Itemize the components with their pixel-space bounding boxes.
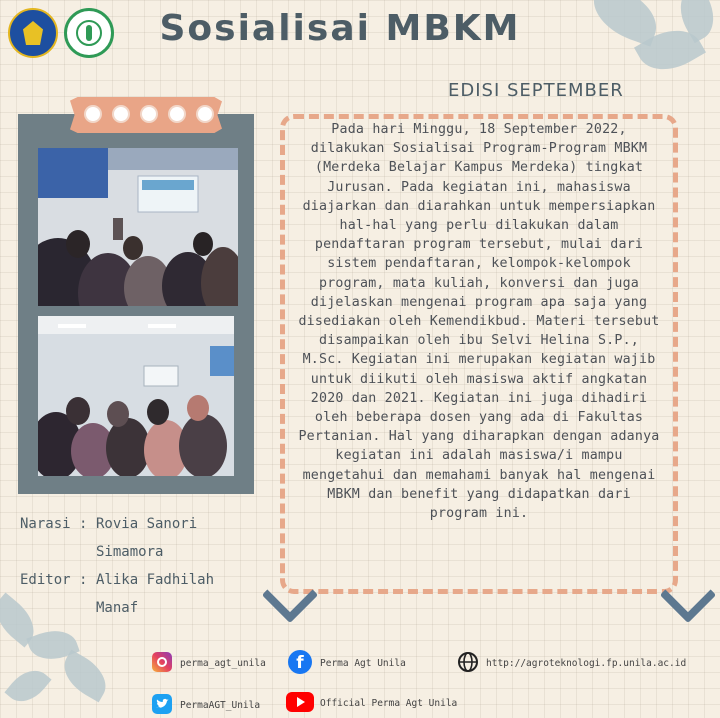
twitter-icon xyxy=(152,694,172,714)
event-photo-2 xyxy=(38,316,234,476)
leaf-decoration xyxy=(55,650,114,703)
page-title: Sosialisai MBKM xyxy=(159,8,521,49)
editor-name: Alika Fadhilah xyxy=(96,572,215,588)
facebook-icon: f xyxy=(288,650,312,674)
article-text: Pada hari Minggu, 18 September 2022, dilakukan Sosialisai Program-Program MBKM (Merdeka Belajar Kampus Merdeka) tingkat Jurusan. Pada kegiatan ini, mahasiswa diajarkan dan diarahkan untuk mempersiapkan hal-hal yang perlu dilakukan dalam pendaftaran program tersebut, mulai dari sistem pendaftaran, kelompok-kelompok program, mata kuliah, konversi dan juga dijelaskan mengenai program apa saja yang disediakan oleh Kemendikbud. Materi tersebut disampaikan oleh ibu Selvi Helina S.P., M.Sc. Kegiatan ini merupakan kegiatan wajib untuk diikuti oleh masiswa aktif angkatan 2020 dan 2021. Kegiatan ini juga dihadiri oleh beberapa dosen yang ada di Fakultas Pertanian. Hal yang diharapkan dengan adanya kegiatan ini adalah masiswa/i mampu mengetahui dan memahami banyak hal mengenai MBKM dan benefit yang didapatkan dari program ini. xyxy=(298,122,660,522)
leaf-decoration xyxy=(4,662,51,711)
twitter-handle[interactable]: PermaAGT_Unila xyxy=(180,700,261,711)
instagram-icon xyxy=(152,652,172,672)
edition-label: EDISI SEPTEMBER xyxy=(448,80,624,101)
editor-label: Editor : xyxy=(20,572,88,588)
youtube-icon xyxy=(286,692,314,712)
tape-decoration xyxy=(70,97,222,133)
globe-icon xyxy=(458,652,478,672)
event-photo-1 xyxy=(38,148,238,306)
facebook-handle[interactable]: Perma Agt Unila xyxy=(320,658,406,669)
website-link[interactable]: http://agroteknologi.fp.unila.ac.id xyxy=(486,658,687,669)
narasi-name: Simamora xyxy=(96,544,164,560)
editor-name: Manaf xyxy=(96,600,139,616)
narasi-label: Narasi : xyxy=(20,516,88,532)
narasi-name: Rovia Sanori xyxy=(96,516,198,532)
instagram-handle[interactable]: perma_agt_unila xyxy=(180,658,266,669)
youtube-channel[interactable]: Official Perma Agt Unila xyxy=(320,698,458,709)
